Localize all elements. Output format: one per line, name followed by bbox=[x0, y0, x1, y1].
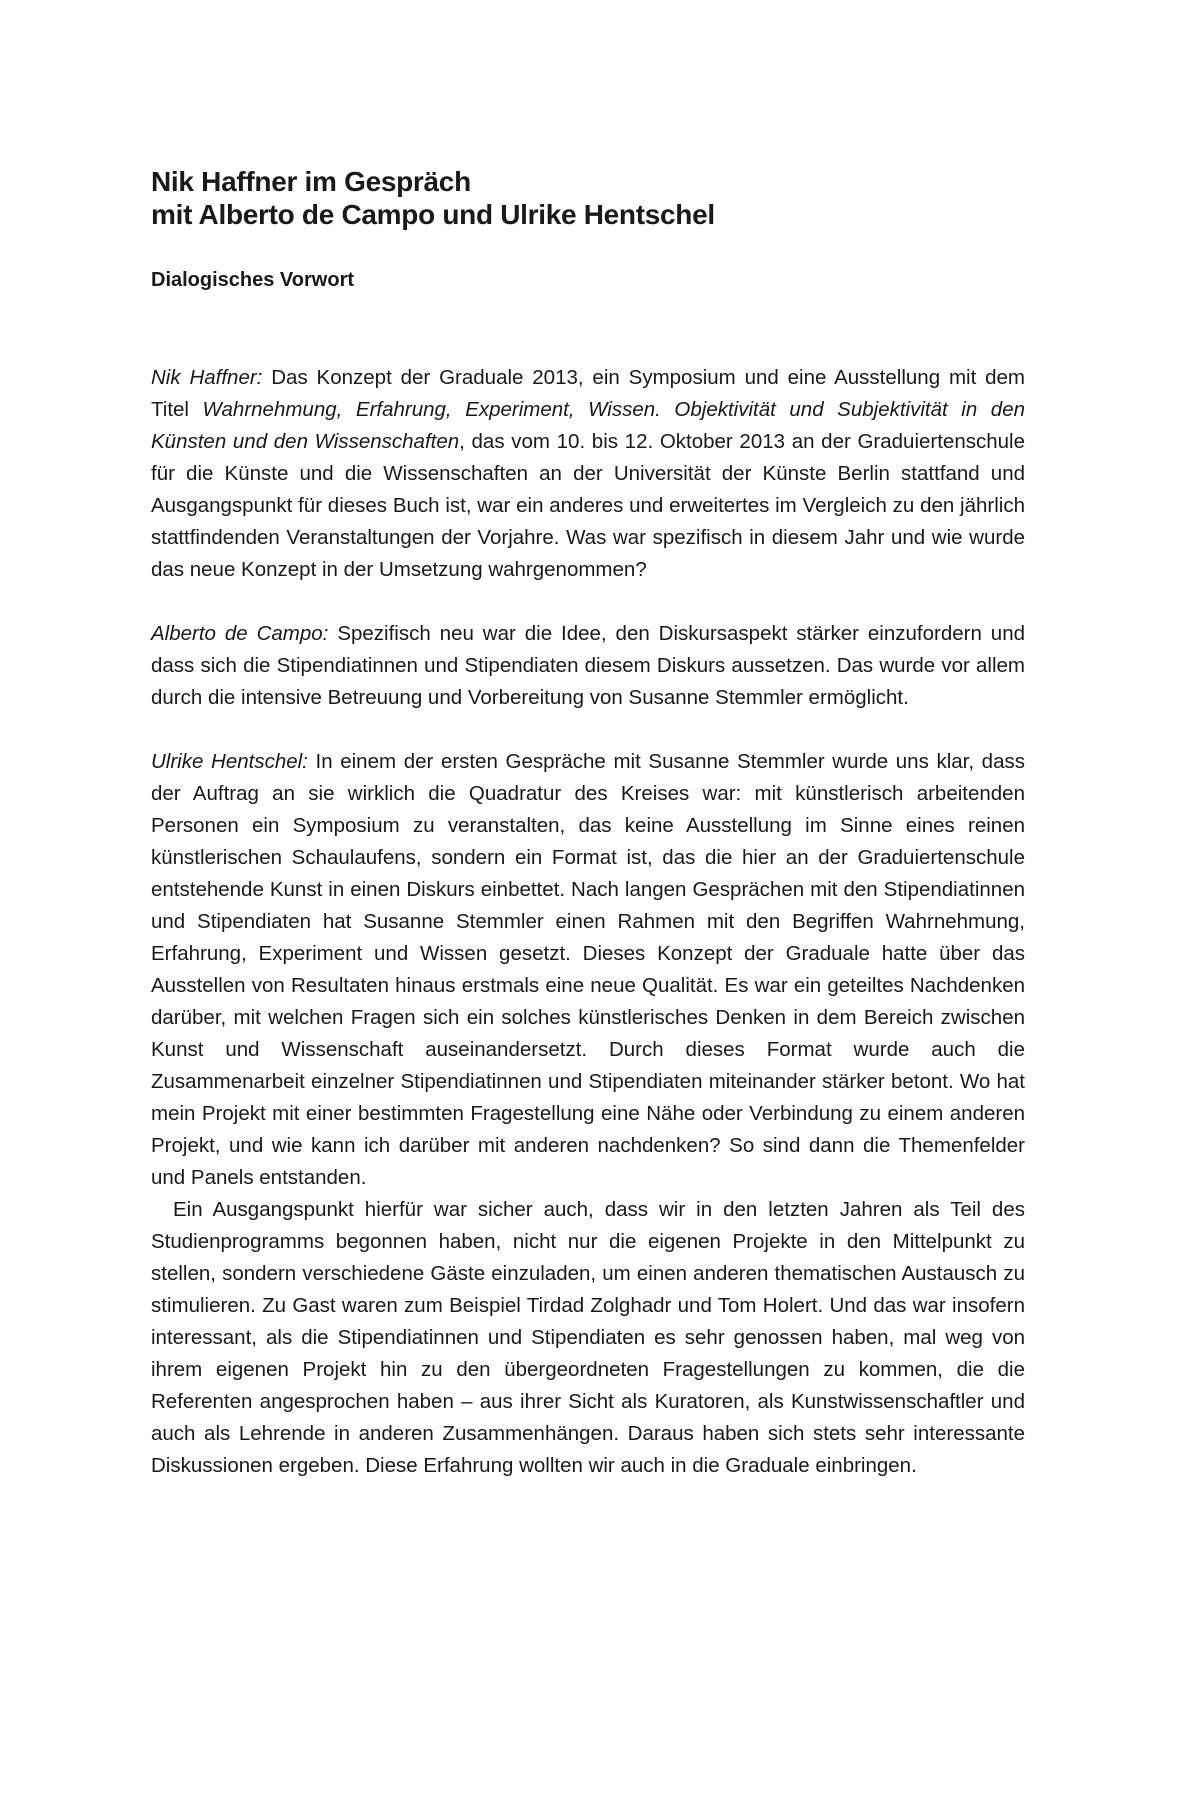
article-body bbox=[151, 362, 1025, 1482]
speaker-label: Alberto de Campo: bbox=[151, 622, 329, 645]
page-title bbox=[151, 165, 715, 231]
paragraph-nik-haffner bbox=[151, 362, 1025, 586]
title-line-2: mit Alberto de Campo und Ulrike Hentschel bbox=[151, 199, 715, 230]
paragraph-text: Ein Ausgangspunkt hierfür war sicher auch, dass wir in den letzten Jahren als Teil des Studienprogramms begonnen haben, nicht nur die eigenen Projekte in den Mittelpunkt zu stellen, sondern verschiedene Gäste einzuladen, um einen anderen thematischen Austausch zu stimulieren. Zu Gast waren zum Beispiel Tirdad Zolghadr und Tom Holert. Und das war insofern interessant, als die Stipendiatinnen und Stipendiaten es sehr genossen haben, mal weg von ihrem eigenen Projekt hin zu den übergeordneten Fragestellungen zu kommen, die die Referenten angesprochen haben – aus ihrer Sicht als Kuratoren, als Kunstwissenschaftler und auch als Lehrende in anderen Zusammenhängen. Daraus haben sich stets sehr interessante Diskussionen ergeben. Diese Erfahrung wollten wir auch in die Graduale einbringen. bbox=[151, 1198, 1025, 1477]
paragraph-ulrike-hentschel bbox=[151, 746, 1025, 1194]
paragraph-continuation bbox=[151, 1194, 1025, 1482]
title-line-1: Nik Haffner im Gespräch bbox=[151, 166, 471, 197]
section-subtitle: Dialogisches Vorwort bbox=[151, 269, 355, 291]
paragraph-text: Das Konzept der Graduale 2013, ein Symposium und eine Ausstellung mit dem Titel bbox=[151, 366, 1025, 421]
symposium-title: Wahrnehmung, Erfahrung, Experiment, Wissen. Objektivität und Subjektivität in den Künsten und den Wissenschaften bbox=[151, 398, 1025, 453]
speaker-label: Ulrike Hentschel: bbox=[151, 750, 308, 773]
paragraph-text: Spezifisch neu war die Idee, den Diskursaspekt stärker einzufordern und dass sich die Stipendiatinnen und Stipendiaten diesem Diskurs aussetzen. Das wurde vor allem durch die intensive Betreuung und Vorbereitung von Susanne Stemmler ermöglicht. bbox=[151, 622, 1025, 709]
paragraph-text: In einem der ersten Gespräche mit Susanne Stemmler wurde uns klar, dass der Auftrag an sie wirklich die Quadratur des Kreises war: mit künstlerisch arbeitenden Personen ein Symposium zu veranstalten, das keine Ausstellung im Sinne eines reinen künstlerischen Schaulaufens, sondern ein Format ist, das die hier an der Graduiertenschule entstehende Kunst in einen Diskurs einbettet. Nach langen Gesprächen mit den Stipendiatinnen und Stipendiaten hat Susanne Stemmler einen Rahmen mit den Begriffen Wahrnehmung, Erfahrung, Experiment und Wissen gesetzt. Dieses Konzept der Graduale hatte über das Ausstellen von Resultaten hinaus erstmals eine neue Qualität. Es war ein geteiltes Nachdenken darüber, mit welchen Fragen sich ein solches künstlerisches Denken in dem Bereich zwischen Kunst und Wissenschaft auseinandersetzt. Durch dieses Format wurde auch die Zusammenarbeit einzelner Stipendiatinnen und Stipendiaten miteinander stärker betont. Wo hat mein Projekt mit einer bestimmten Fragestellung eine Nähe oder Verbindung zu einem anderen Projekt, und wie kann ich darüber mit anderen nachdenken? So sind dann die Themenfelder und Panels entstanden. bbox=[151, 750, 1025, 1189]
paragraph-alberto-de-campo bbox=[151, 618, 1025, 714]
speaker-label: Nik Haffner: bbox=[151, 366, 263, 389]
paragraph-text: , das vom 10. bis 12. Oktober 2013 an der Graduiertenschule für die Künste und die Wissenschaften an der Universität der Künste Berlin stattfand und Ausgangspunkt für dieses Buch ist, war ein anderes und erweitertes im Vergleich zu den jährlich stattfindenden Veranstaltungen der Vorjahre. Was war spezifisch in diesem Jahr und wie wurde das neue Konzept in der Umsetzung wahrgenommen? bbox=[151, 430, 1025, 581]
